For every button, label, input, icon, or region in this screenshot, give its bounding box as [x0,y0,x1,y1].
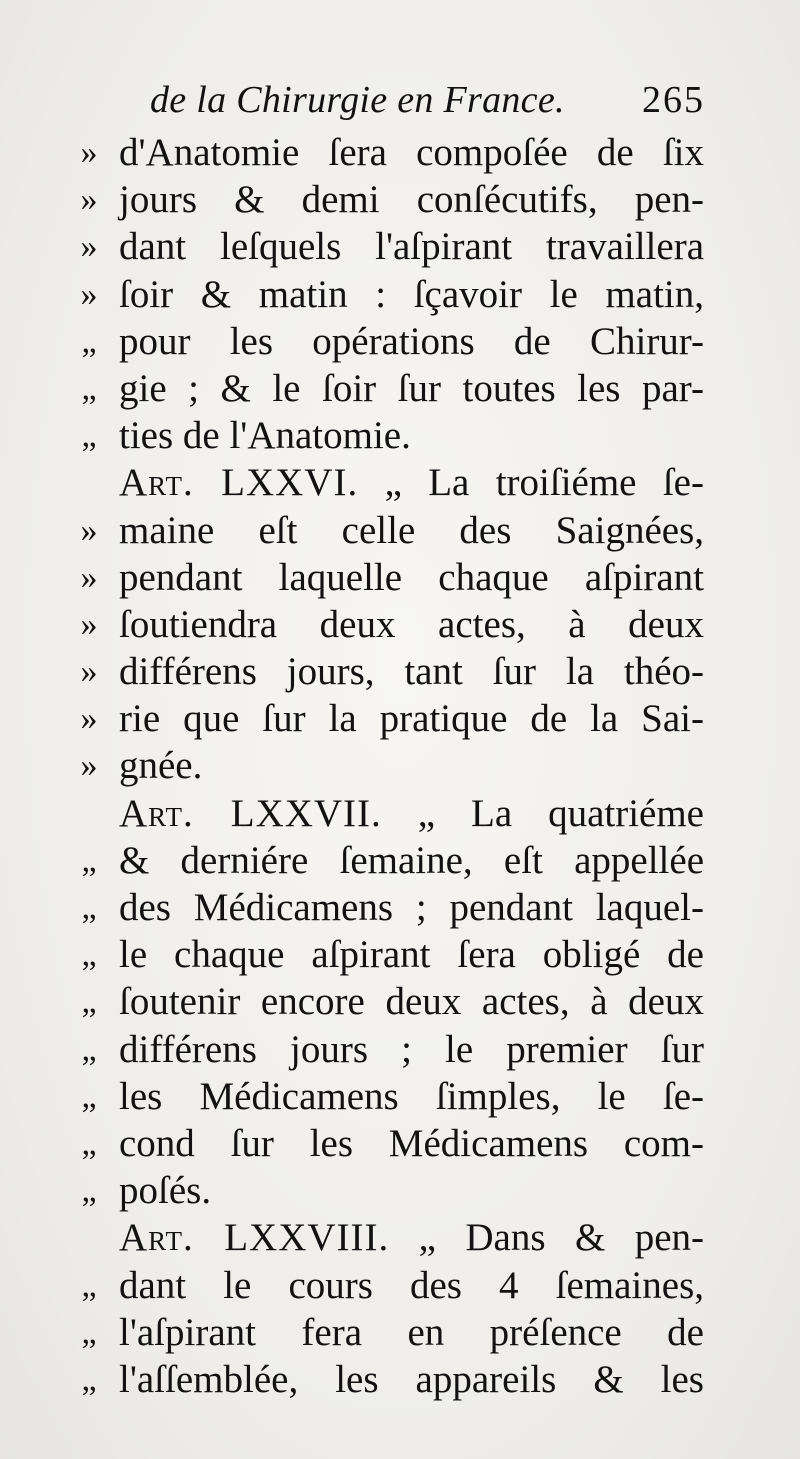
quotation-mark: » [80,134,98,171]
quotation-mark: „ [81,1313,97,1351]
quotation-mark: » [80,228,98,266]
quotation-mark: „ [81,322,97,360]
quotation-mark: „ [81,1030,97,1068]
line-text: gie ; & le ſoir ſur toutes les par- [119,366,704,410]
line-text: maine eſt celle des Saignées, [119,508,704,552]
line-text: pour les opérations de Chirur- [119,319,704,363]
line-text: différens jours ; le premier ſur [119,1027,704,1071]
text-line [0,176,800,223]
text-line [0,1262,800,1309]
text-line [0,1167,800,1214]
quotation-mark: » [80,700,98,738]
line-text: l'aſſemblée, les appareils & les [119,1357,704,1401]
quotation-mark: „ [81,1172,97,1210]
text-line [0,931,800,978]
text-line [0,695,800,742]
page-body [0,129,800,1403]
text-line [0,1120,800,1167]
text-line [0,223,800,270]
line-text [119,459,704,506]
line-text: ſoir & matin : ſçavoir le matin, [119,272,704,316]
page-number: 265 [642,79,705,121]
line-text: l'aſpirant fera en préſence de [119,1310,704,1354]
article-label: Art. LXXVIII. [119,1216,390,1260]
line-text: dant le cours des 4 ſemaines, [119,1263,704,1307]
text-line [0,507,800,554]
text-line [0,742,800,789]
text-line [0,601,800,648]
quotation-mark: » [80,653,98,691]
line-text: ties de l'Anatomie. [119,414,411,458]
line-text: ſoutenir encore deux actes, à deux [119,980,704,1024]
text-line [0,648,800,695]
line-text [119,790,704,837]
article-label: Art. LXXVII. [119,791,382,835]
line-text: le chaque aſpirant ſera obligé de [119,933,704,977]
quotation-mark: „ [81,1124,97,1162]
article-text: „ La troiſiéme ſe- [384,461,704,505]
quotation-mark: » [80,747,98,785]
line-text: d'Anatomie ſera compoſée de ſix [119,131,704,174]
line-text [119,1214,704,1261]
article-heading-line [0,1214,800,1261]
running-head: de la Chirurgie en France. [150,79,565,121]
text-line [0,884,800,931]
quotation-mark: „ [81,1360,97,1398]
text-line [0,365,800,412]
line-text: les Médicamens ſimples, le ſe- [119,1074,704,1118]
quotation-mark: » [80,181,98,219]
line-text: pendant laquelle chaque aſpirant [119,555,704,599]
text-line [0,318,800,365]
quotation-mark: „ [81,936,97,974]
article-label: Art. LXXVI. [119,461,359,505]
line-text: ſoutiendra deux actes, à deux [119,602,704,646]
line-text: cond ſur les Médicamens com- [119,1121,704,1165]
article-text: „ La quatriéme [417,791,704,835]
line-text: différens jours, tant ſur la théo- [119,650,704,694]
quotation-mark: » [80,275,98,313]
quotation-mark: » [80,558,98,596]
quotation-mark: „ [81,1266,97,1304]
line-text: rie que ſur la pratique de la Sai- [119,697,704,741]
text-line [0,1356,800,1403]
page-header [150,74,705,126]
line-text: & derniére ſemaine, eſt appellée [119,838,704,882]
quotation-mark: » [80,511,98,549]
line-text: des Médicamens ; pendant laquel- [119,886,704,929]
quotation-mark: „ [81,889,97,926]
quotation-mark: » [80,605,98,643]
text-line [0,978,800,1025]
quotation-mark: „ [81,369,97,407]
line-text: jours & demi conſécutifs, pen- [119,178,704,222]
text-line [0,554,800,601]
text-line [0,837,800,884]
line-text: gnée. [119,744,203,788]
text-line [0,1026,800,1073]
article-heading-line [0,790,800,837]
text-line [0,271,800,318]
quotation-mark: „ [81,983,97,1021]
line-text: dant leſquels l'aſpirant travaillera [119,225,704,269]
text-line [0,412,800,459]
quotation-mark: „ [81,1077,97,1115]
line-text: poſés. [119,1169,212,1213]
article-heading-line [0,459,800,506]
quotation-mark: „ [81,841,97,879]
quotation-mark: „ [81,417,97,455]
text-line [0,1309,800,1356]
text-line [0,1073,800,1120]
article-text: „ Dans & pen- [418,1216,705,1260]
text-line [0,129,800,176]
